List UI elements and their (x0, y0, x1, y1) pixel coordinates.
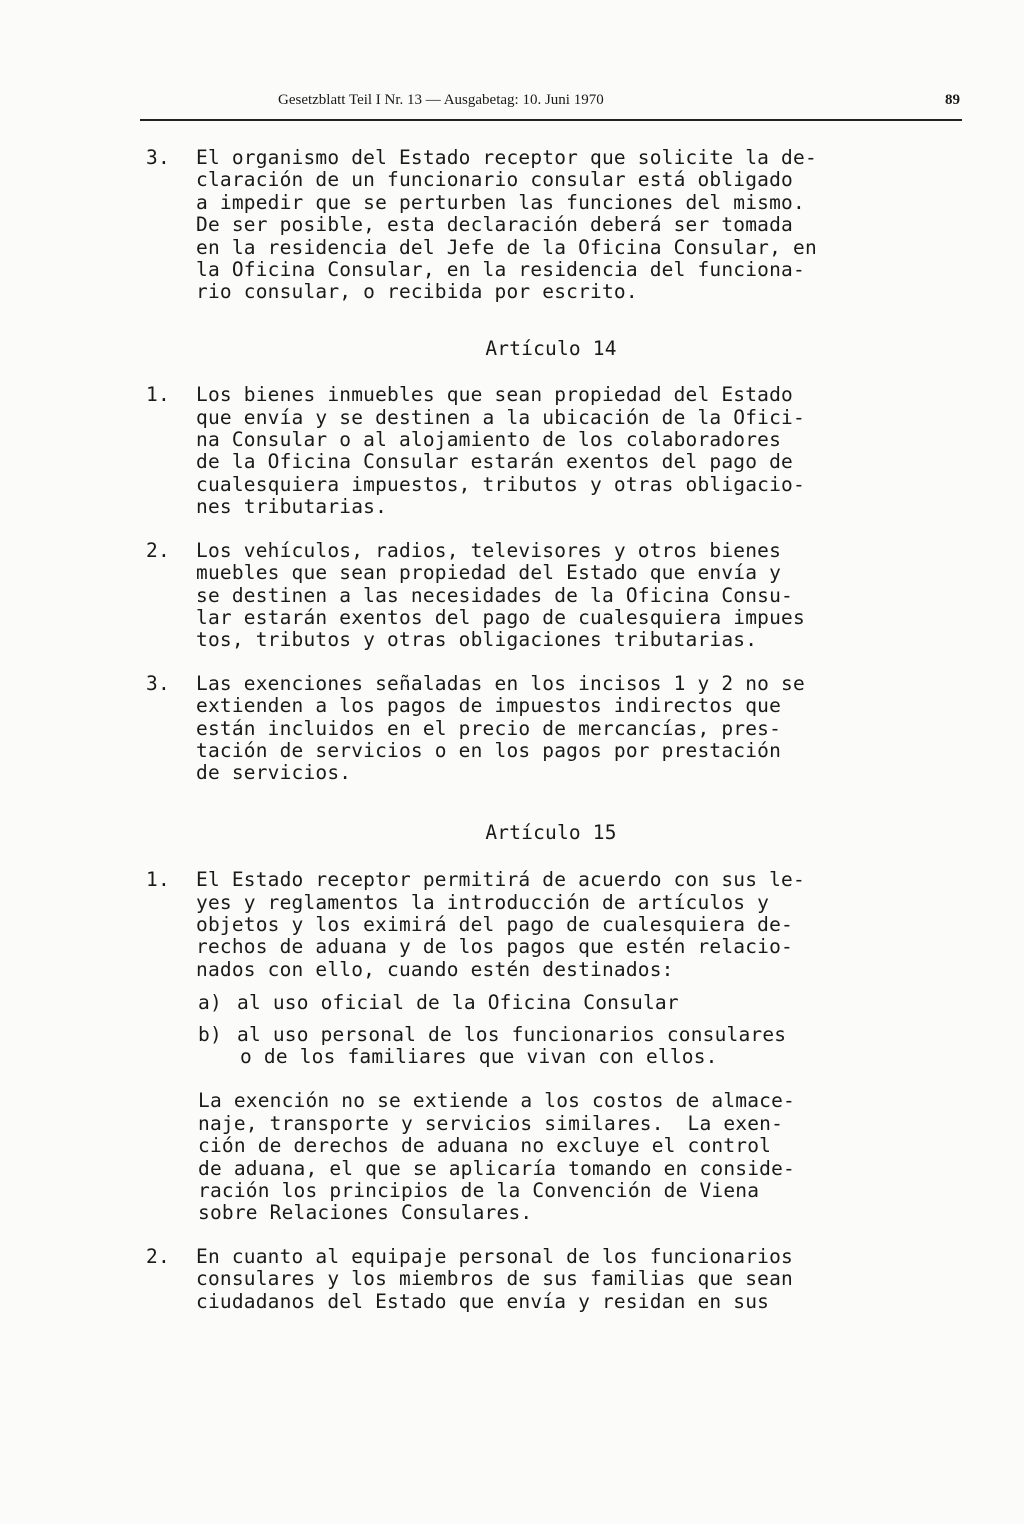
art14-paragraph-1 (146, 384, 916, 518)
text-line: Los vehículos, radios, televisores y otros bienes (196, 538, 782, 562)
text-line: naje, transporte y servicios similares. La exen- (198, 1111, 784, 1135)
text-line: al uso oficial de la Oficina Consular (237, 991, 679, 1015)
document-body (146, 147, 916, 1313)
text-line: Los bienes inmuebles que sean propiedad del Estado (196, 383, 793, 407)
text-line: ración los principios de la Convención de Viena (198, 1179, 760, 1203)
text-line: rechos de aduana y de los pagos que estén relacio- (196, 935, 793, 959)
page-header (140, 92, 960, 116)
text-line: consulares y los miembros de sus familias que sean (196, 1267, 793, 1291)
text-line: nados con ello, cuando estén destinados: (196, 957, 674, 981)
art15-item-b (146, 1024, 916, 1069)
art15-item-a (146, 992, 916, 1014)
paragraph-number: 2. (146, 538, 170, 562)
art14-paragraph-3 (146, 673, 916, 785)
text-line: lar estarán exentos del pago de cualesquiera impues (196, 605, 805, 629)
text-line: La exención no se extiende a los costos de almace- (198, 1089, 795, 1113)
page-number: 89 (945, 92, 960, 108)
text-line: muebles que sean propiedad del Estado que envía y (196, 561, 782, 585)
art13-paragraph-3 (146, 147, 916, 304)
text-line: extienden a los pagos de impuestos indirectos que (196, 694, 782, 718)
text-line: tación de servicios o en los pagos por prestación (196, 738, 782, 762)
text-line: De ser posible, esta declaración deberá ser tomada (196, 213, 793, 237)
text-line: objetos y los eximirá del pago de cualesquiera de- (196, 912, 793, 936)
text-line: a impedir que se perturben las funciones del mismo. (196, 190, 805, 214)
paragraph-number: 1. (146, 868, 170, 892)
item-letter: a) (198, 991, 222, 1015)
art15-paragraph-1 (146, 869, 916, 981)
text-line: Las exenciones señaladas en los incisos 1 y 2 no se (196, 671, 805, 695)
text-line: que envía y se destinen a la ubicación de la Ofici- (196, 405, 805, 429)
text-line: se destinen a las necesidades de la Oficina Consu- (196, 583, 793, 607)
text-line: nes tributarias. (196, 495, 388, 519)
text-line: tos, tributos y otras obligaciones tributarias. (196, 628, 758, 652)
text-line: cualesquiera impuestos, tributos y otras obligacio- (196, 472, 805, 496)
text-line: claración de un funcionario consular está obligado (196, 168, 793, 192)
text-line: El Estado receptor permitirá de acuerdo con sus le- (196, 868, 805, 892)
article-14-heading: Artículo 14 (485, 336, 617, 360)
item-letter: b) (198, 1022, 222, 1046)
text-line: rio consular, o recibida por escrito. (196, 280, 638, 304)
art14-paragraph-2 (146, 540, 916, 652)
text-line: ciudadanos del Estado que envía y residan en sus (196, 1289, 770, 1313)
gazette-title: Gesetzblatt Teil I Nr. 13 — Ausgabetag: 10. Juni 1970 (278, 92, 604, 108)
paragraph-number: 3. (146, 146, 170, 169)
text-line: ción de derechos de aduana no excluye el control (198, 1134, 772, 1158)
text-line: sobre Relaciones Consulares. (198, 1201, 533, 1225)
text-line: de la Oficina Consular estarán exentos del pago de (196, 450, 793, 474)
text-line: de aduana, el que se aplicaría tomando en conside- (198, 1156, 795, 1180)
paragraph-number: 3. (146, 671, 170, 695)
text-line: o de los familiares que vivan con ellos. (240, 1045, 718, 1068)
text-line: están incluidos en el precio de mercancías, pres- (196, 716, 782, 740)
article-15-heading: Artículo 15 (485, 820, 617, 844)
paragraph-number: 1. (146, 383, 170, 407)
text-line: en la residencia del Jefe de la Oficina Consular, en (196, 235, 817, 259)
text-line: de servicios. (196, 761, 352, 785)
header-rule (140, 119, 962, 121)
text-line: na Consular o al alojamiento de los colaboradores (196, 428, 782, 452)
paragraph-number: 2. (146, 1244, 170, 1268)
text-line: la Oficina Consular, en la residencia del funciona- (196, 258, 805, 282)
text-line: yes y reglamentos la introducción de artículos y (196, 890, 770, 914)
art15-paragraph-1-note (146, 1090, 916, 1224)
art15-paragraph-2 (146, 1246, 916, 1313)
text-line: En cuanto al equipaje personal de los funcionarios (196, 1244, 793, 1268)
text-line: El organismo del Estado receptor que solicite la de- (196, 146, 817, 169)
text-line: al uso personal de los funcionarios consulares (237, 1022, 787, 1046)
